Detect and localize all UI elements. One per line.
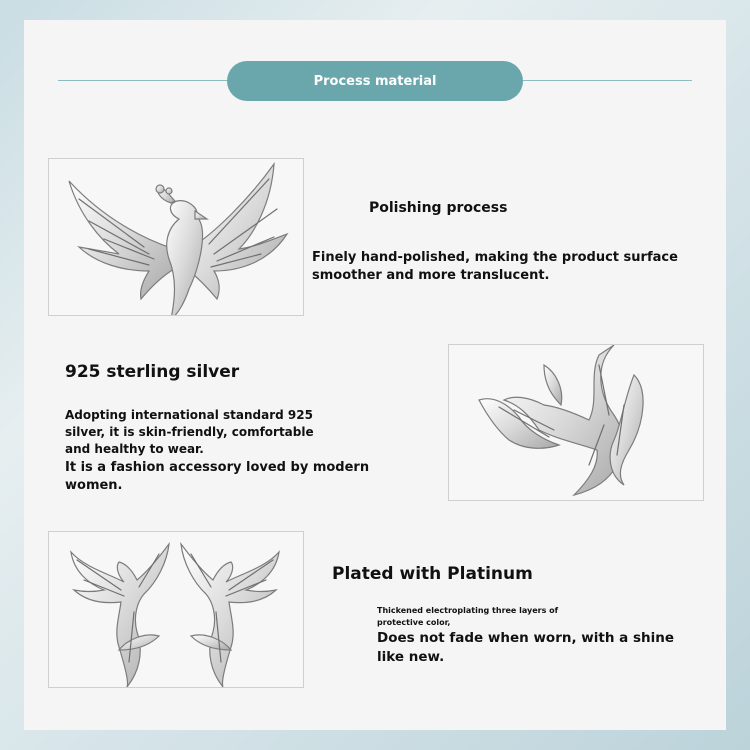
polishing-heading: Polishing process xyxy=(369,200,508,216)
polishing-text-line-1: Finely hand-polished, making the product surface xyxy=(312,250,678,265)
sterling-silver-heading: 925 sterling silver xyxy=(65,362,240,382)
sterling-text-line-1: Adopting international standard 925 xyxy=(65,408,313,422)
polishing-text-line-2: smoother and more translucent. xyxy=(312,268,550,283)
earrings-pair-image xyxy=(48,531,304,688)
platinum-small-line-2: protective color, xyxy=(377,618,451,627)
sterling-extra-line-1: It is a fashion accessory loved by modern xyxy=(65,460,370,475)
earrings-icon xyxy=(49,532,303,687)
phoenix-icon xyxy=(49,159,303,315)
platinum-text-line-2: like new. xyxy=(377,649,445,665)
platinum-text-line-1: Does not fade when worn, with a shine xyxy=(377,630,675,646)
section-title: Process material xyxy=(313,73,437,89)
platinum-small-line-1: Thickened electroplating three layers of xyxy=(377,606,559,615)
platinum-heading: Plated with Platinum xyxy=(332,564,533,584)
sterling-text-line-3: and healthy to wear. xyxy=(65,442,204,456)
phoenix-tail-icon xyxy=(449,345,703,500)
right-earring-icon xyxy=(181,544,279,687)
left-earring-icon xyxy=(71,544,169,687)
sterling-extra-line-2: women. xyxy=(65,478,123,493)
phoenix-wings-image xyxy=(48,158,304,316)
sterling-text-line-2: silver, it is skin-friendly, comfortable xyxy=(65,425,314,439)
header-rule-left xyxy=(58,80,228,81)
section-title-pill xyxy=(227,61,523,101)
phoenix-tail-image xyxy=(448,344,704,501)
header-rule-right xyxy=(522,80,692,81)
